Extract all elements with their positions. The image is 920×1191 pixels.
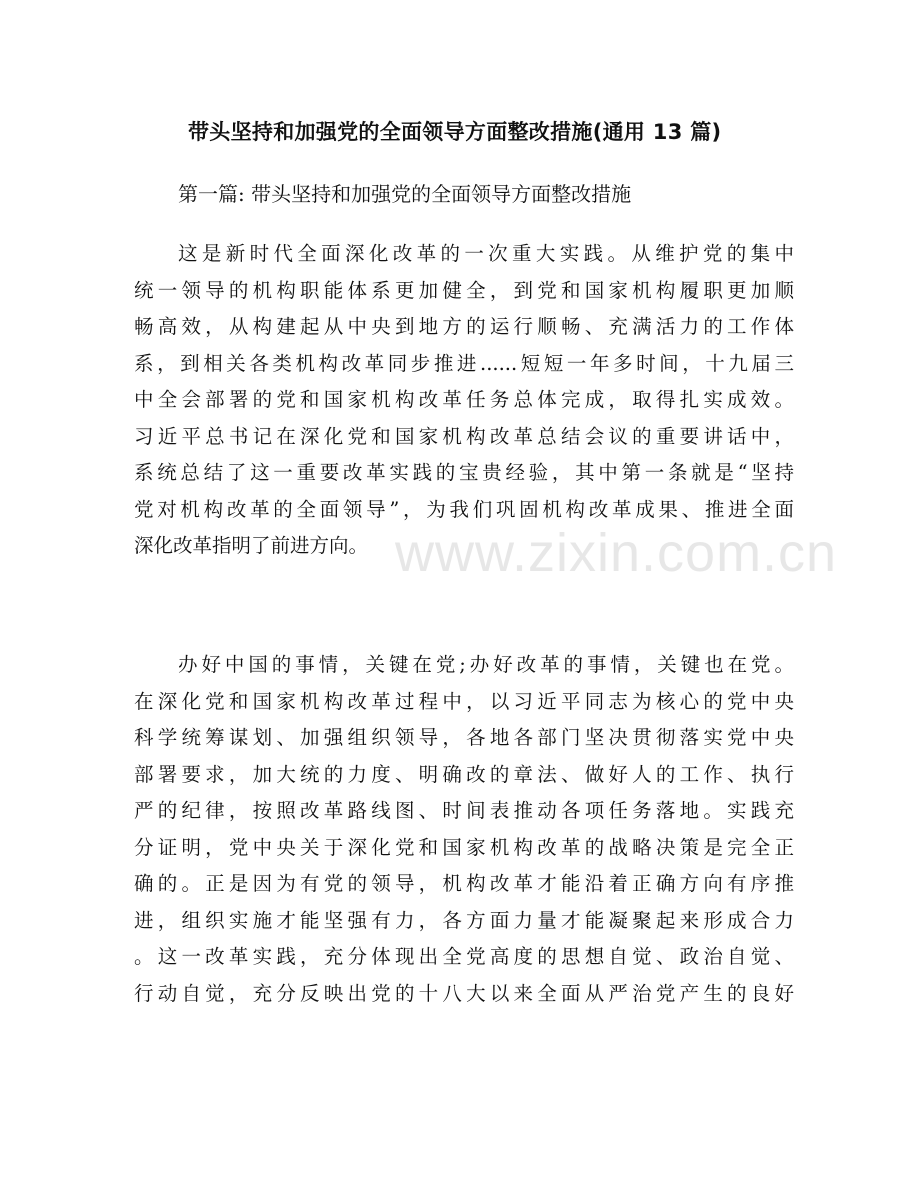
paragraph-line: 在深化党和国家机构改革过程中，以习近平同志为核心的党中央: [134, 689, 794, 713]
paragraph-line: 。这一改革实践，充分体现出全党高度的思想自觉、政治自觉、: [134, 945, 794, 968]
paragraph-line: 畅高效，从构建起从中央到地方的运行顺畅、充满活力的工作体: [134, 315, 794, 338]
paragraph-line: 严的纪律，按照改革路线图、时间表推动各项任务落地。实践充: [134, 799, 794, 822]
paragraph-line: 进，组织实施才能坚强有力，各方面力量才能凝聚起来形成合力: [134, 908, 794, 932]
paragraph-line: 习近平总书记在深化党和国家机构改革总结会议的重要讲话中，: [134, 424, 794, 448]
paragraph-line: 部署要求，加大统的力度、明确改的章法、做好人的工作、执行: [134, 762, 794, 786]
paragraph-line: 分证明，党中央关于深化党和国家机构改革的战略决策是完全正: [134, 835, 794, 859]
paragraph-line: 行动自觉，充分反映出党的十八大以来全面从严治党产生的良好: [134, 981, 794, 1005]
paragraph-line: 科学统筹谋划、加强组织领导，各地各部门坚决贯彻落实党中央: [134, 726, 794, 749]
paragraph-line: 系统总结了这一重要改革实践的宝贵经验，其中第一条就是“坚持: [134, 461, 794, 484]
paragraph-line: 这是新时代全面深化改革的一次重大实践。从维护党的集中: [178, 242, 794, 265]
paragraph-line: 中全会部署的党和国家机构改革任务总体完成，取得扎实成效。: [134, 388, 794, 411]
paragraph: [134, 236, 794, 565]
paragraph-line: 深化改革指明了前进方向。: [134, 534, 369, 557]
paragraph-line: 统一领导的机构职能体系更加健全，到党和国家机构履职更加顺: [134, 278, 794, 302]
document-title: 带头坚持和加强党的全面领导方面整改措施(通用 13 篇): [188, 120, 722, 144]
paragraph-line: 办好中国的事情，关键在党;办好改革的事情，关键也在党。: [178, 653, 794, 676]
paragraph: [134, 647, 794, 1012]
paragraph-line: 党对机构改革的全面领导”，为我们巩固机构改革成果、推进全面: [134, 497, 794, 521]
paragraph-line: 确的。正是因为有党的领导，机构改革才能沿着正确方向有序推: [134, 872, 794, 895]
section-heading: 第一篇: 带头坚持和加强党的全面领导方面整改措施: [178, 182, 632, 206]
watermark: www.zixin.com.cn: [395, 523, 838, 583]
paragraph-line: 系，到相关各类机构改革同步推进......短短一年多时间，十九届三: [134, 351, 794, 375]
